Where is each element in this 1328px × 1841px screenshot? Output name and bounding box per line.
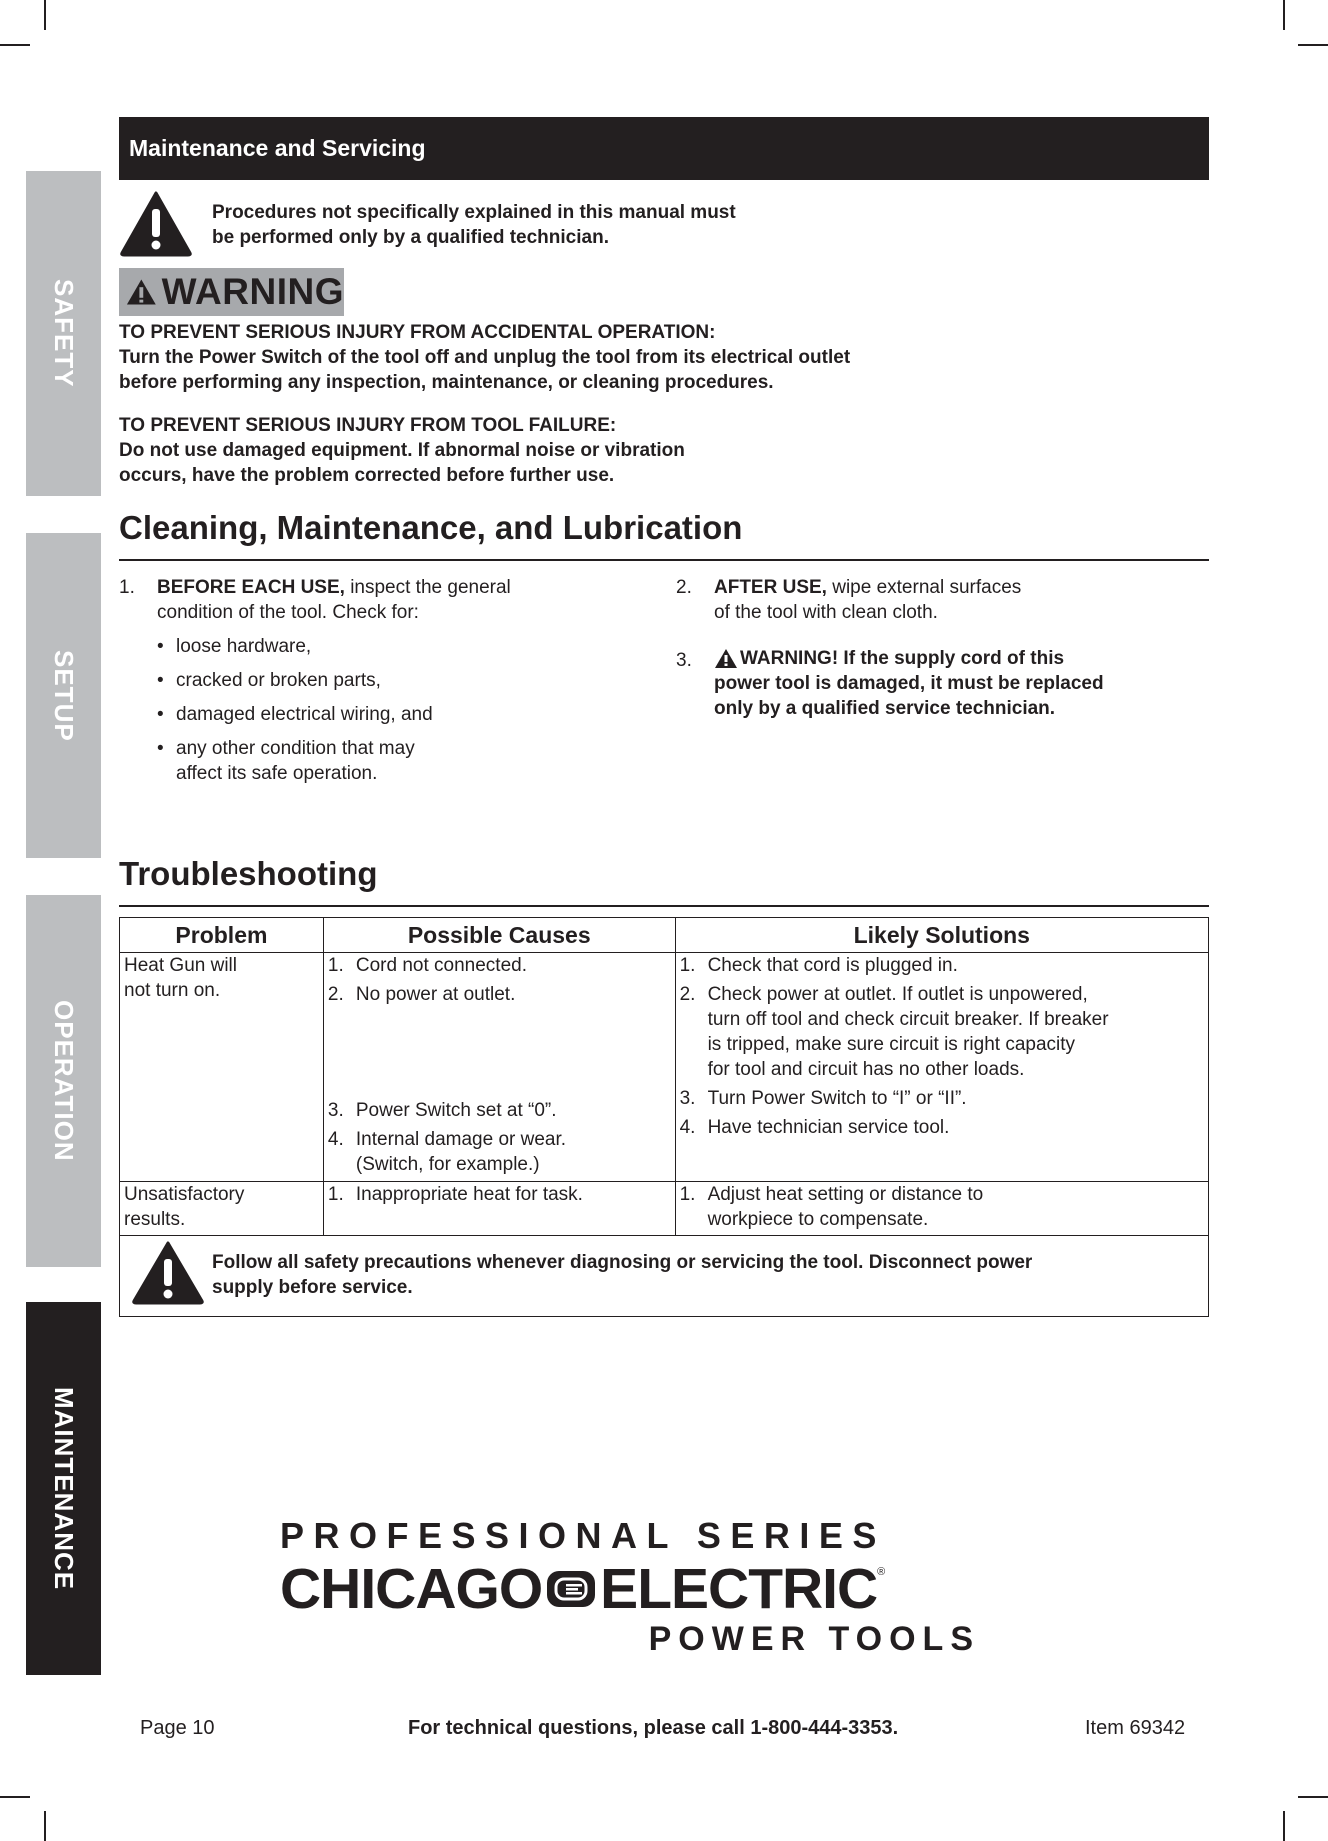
tech-support-line: For technical questions, please call 1-800-444-3353. xyxy=(408,1717,899,1739)
crop-mark xyxy=(44,1811,46,1841)
warning-tool-failure: TO PREVENT SERIOUS INJURY FROM TOOL FAILURE: Do not use damaged equipment. If abnormal noise or vibration occurs, have the problem corrected before further use. xyxy=(119,415,685,486)
page-number: Page 10 xyxy=(140,1717,215,1739)
tab-setup[interactable] xyxy=(26,533,101,858)
warning-icon xyxy=(125,277,158,307)
tab-label: OPERATION xyxy=(49,1000,79,1162)
tab-safety[interactable] xyxy=(26,171,101,496)
item-number: 1. xyxy=(119,577,135,598)
caution-triangle-icon xyxy=(118,189,194,257)
crop-mark xyxy=(0,1796,30,1798)
ce-emblem-icon xyxy=(546,1569,596,1609)
crop-mark xyxy=(0,44,30,46)
crop-mark xyxy=(1298,44,1328,46)
item-text: inspect the general xyxy=(344,577,511,598)
bullet-item: • cracked or broken parts, xyxy=(157,670,381,691)
divider xyxy=(119,559,1209,561)
logo-series: PROFESSIONAL SERIES xyxy=(280,1515,886,1556)
warning-accidental-operation: TO PREVENT SERIOUS INJURY FROM ACCIDENTAL OPERATION: Turn the Power Switch of the tool off and unplug the tool from its electrical outlet before performing any inspection, maintenance, or cleaning procedures. xyxy=(119,322,851,393)
table-header-row xyxy=(120,918,1209,953)
bullet-item: • loose hardware, xyxy=(157,636,312,657)
problem-cell: Unsatisfactory results. xyxy=(120,1182,324,1236)
bullet-item: • damaged electrical wiring, and xyxy=(157,704,433,725)
problem-cell: Heat Gun will not turn on. xyxy=(120,953,324,1182)
causes-cell: 1. Cord not connected. 2. No power at outlet. 3. Power Switch set at “0”. 4. Internal damage or wear. (Switch, for example.) xyxy=(323,953,675,1182)
item-text: of the tool with clean cloth. xyxy=(714,602,938,623)
item-lead: BEFORE EACH USE, xyxy=(157,577,345,598)
column-header: Problem xyxy=(120,918,324,953)
item-text: condition of the tool. Check for: xyxy=(157,602,419,623)
chicago-electric-logo xyxy=(280,1516,1000,1658)
table-row xyxy=(120,953,1209,1182)
cleaning-item-1 xyxy=(119,575,679,786)
section-header: Maintenance and Servicing xyxy=(119,117,1209,180)
logo-brand-b: ELECTRIC xyxy=(600,1557,878,1621)
warning-badge xyxy=(119,268,344,316)
crop-mark xyxy=(1298,1796,1328,1798)
troubleshooting-heading: Troubleshooting xyxy=(119,855,378,892)
cleaning-item-3: 3. WARNING! If the supply cord of this power tool is damaged, it must be replaced only by a qualified service technician. xyxy=(676,648,1104,719)
item-number: Item 69342 xyxy=(1085,1717,1186,1739)
divider xyxy=(119,905,1209,907)
tab-maintenance[interactable] xyxy=(26,1302,101,1675)
crop-mark xyxy=(1283,0,1285,30)
item-lead: AFTER USE, xyxy=(714,577,827,598)
solutions-cell: 1. Check that cord is plugged in. 2. Check power at outlet. If outlet is unpowered, turn off tool and check circuit breaker. If breaker is tripped, make sure circuit is right capacity for tool and circuit has no other loads. 3. Turn Power Switch to “I” or “II”. 4. Have technician service tool. xyxy=(675,953,1208,1182)
note-text: Follow all safety precautions whenever diagnosing or servicing the tool. Disconnect power supply before service. xyxy=(212,1252,1033,1298)
tab-label: MAINTENANCE xyxy=(49,1386,79,1591)
item-number: 2. xyxy=(676,577,692,598)
tab-operation[interactable] xyxy=(26,895,101,1267)
logo-brand xyxy=(280,1558,1000,1620)
causes-cell: 1. Inappropriate heat for task. xyxy=(323,1182,675,1236)
registered-mark: ® xyxy=(877,1566,886,1578)
caution-triangle-icon xyxy=(130,1239,206,1305)
solutions-cell: 1. Adjust heat setting or distance to workpiece to compensate. xyxy=(675,1182,1208,1236)
column-header: Likely Solutions xyxy=(675,918,1208,953)
logo-brand-a: CHICAGO xyxy=(280,1557,543,1621)
warning-badge-label: WARNING xyxy=(161,271,344,312)
cleaning-item-2 xyxy=(676,575,1196,625)
crop-mark xyxy=(44,0,46,30)
tab-label: SAFETY xyxy=(49,279,79,388)
logo-power-tools: POWER TOOLS xyxy=(648,1620,980,1658)
column-header: Possible Causes xyxy=(323,918,675,953)
warning-icon xyxy=(714,648,738,669)
tab-label: SETUP xyxy=(49,649,79,742)
cleaning-heading: Cleaning, Maintenance, and Lubrication xyxy=(119,509,743,546)
troubleshooting-note xyxy=(119,1225,1209,1317)
item-number: 3. xyxy=(676,650,692,671)
troubleshooting-table xyxy=(119,917,1209,1236)
notice-text: Procedures not specifically explained in this manual must be performed only by a qualified technician. xyxy=(212,202,736,248)
item-text: wipe external surfaces xyxy=(826,577,1022,598)
crop-mark xyxy=(1283,1811,1285,1841)
bullet-item: • any other condition that may affect its safe operation. xyxy=(157,738,415,784)
